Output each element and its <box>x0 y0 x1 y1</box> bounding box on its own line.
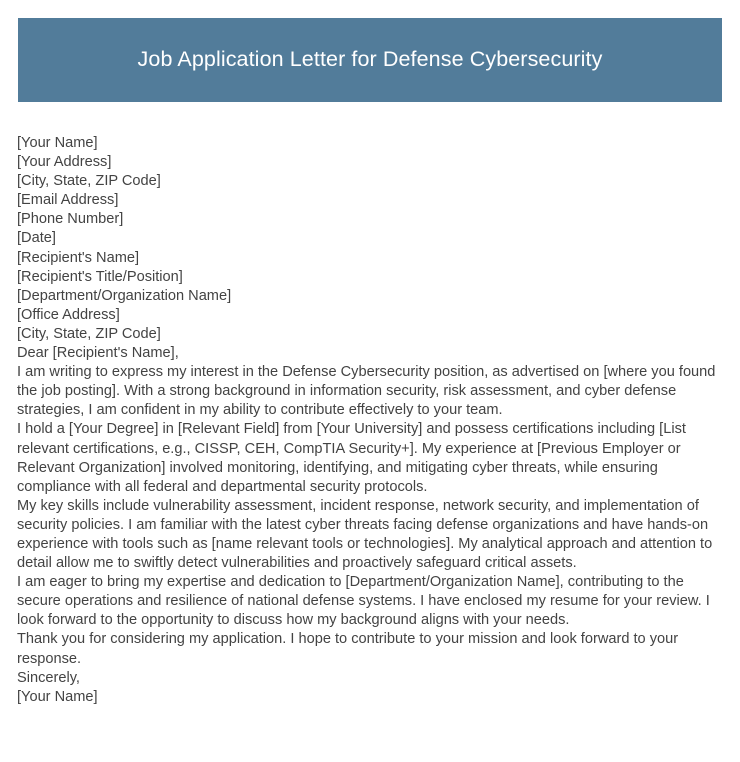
document-header-banner <box>18 18 722 102</box>
sender-phone-line: [Phone Number] <box>17 211 124 228</box>
salutation-line: Dear [Recipient's Name], <box>17 345 179 362</box>
recipient-name-line: [Recipient's Name] <box>17 249 140 266</box>
recipient-organization-line: [Department/Organization Name] <box>17 287 232 304</box>
sender-email-line: [Email Address] <box>17 192 119 209</box>
page-title: Job Application Letter for Defense Cybersecurity <box>137 47 603 72</box>
closing-line: Sincerely, <box>17 669 80 686</box>
letter-content <box>17 134 723 707</box>
body-paragraph-5: Thank you for considering my application. I hope to contribute to your mission and look forward to your response. <box>17 631 679 667</box>
recipient-city-state-zip-line: [City, State, ZIP Code] <box>17 325 161 342</box>
sender-address-line: [Your Address] <box>17 154 112 171</box>
body-paragraph-4: I am eager to bring my expertise and dedication to [Department/Organization Name], contributing to the secure operations and resilience of national defense systems. I have enclosed my resume for your review. I look forward to the opportunity to discuss how my background aligns with your needs. <box>17 574 710 629</box>
letter-date-line: [Date] <box>17 230 56 247</box>
recipient-office-address-line: [Office Address] <box>17 306 120 323</box>
sender-name-line: [Your Name] <box>17 135 98 151</box>
body-paragraph-2: I hold a [Your Degree] in [Relevant Field] from [Your University] and possess certifications including [List relevant certifications, e.g., CISSP, CEH, CompTIA Security+]. My experience at [Previous Employer or Relevant Organization] involved monitoring, identifying, and mitigating cyber threats, while ensuring compliance with all federal and departmental security protocols. <box>17 421 686 495</box>
sender-city-state-zip-line: [City, State, ZIP Code] <box>17 173 161 190</box>
signature-line: [Your Name] <box>17 688 98 705</box>
recipient-title-line: [Recipient's Title/Position] <box>17 268 183 285</box>
body-paragraph-3: My key skills include vulnerability assessment, incident response, network security, and implementation of security policies. I am familiar with the latest cyber threats facing defense organizations and have hands-on experience with tools such as [name relevant tools or technologies]. My analytical approach and attention to detail allow me to swiftly detect vulnerabilities and proactively safeguard critical assets. <box>17 497 713 572</box>
body-paragraph-1: I am writing to express my interest in the Defense Cybersecurity position, as advertised on [where you found the job posting]. With a strong background in information security, risk assessment, and cyber defense strategies, I am confident in my ability to contribute effectively to your team. <box>17 364 716 419</box>
